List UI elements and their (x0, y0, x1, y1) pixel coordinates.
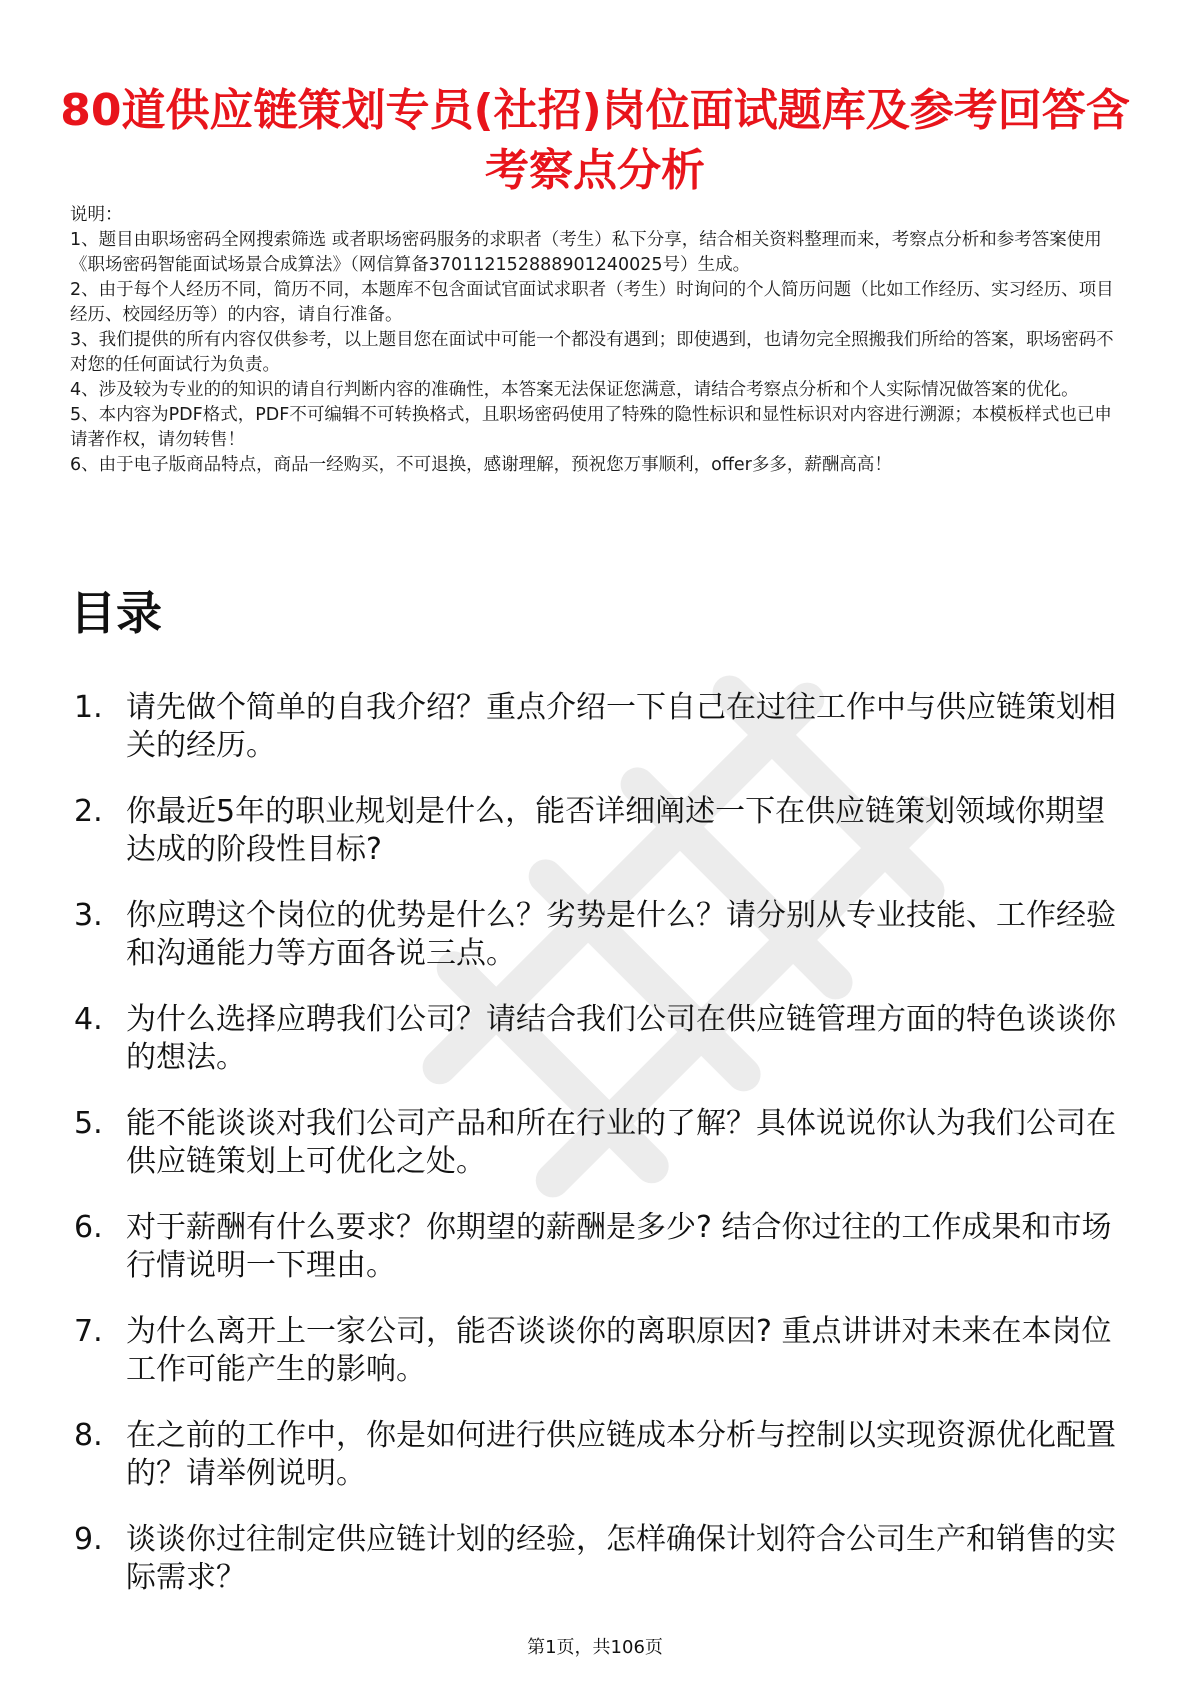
notes-heading: 说明： (70, 205, 123, 225)
question-item[interactable] (70, 1417, 1130, 1493)
note-item: 6、由于电子版商品特点，商品一经购买，不可退换，感谢理解，预祝您万事顺利，offer多多，薪酬高高！ (70, 455, 892, 475)
question-list (70, 689, 1130, 1625)
question-item[interactable] (70, 793, 1130, 869)
question-item[interactable] (70, 1105, 1130, 1181)
toc-heading: 目录 (70, 586, 162, 640)
question-text: 谈谈你过往制定供应链计划的经验，怎样确保计划符合公司生产和销售的实际需求？ (126, 1522, 1116, 1595)
notes-section (70, 203, 1120, 478)
question-text: 为什么选择应聘我们公司？请结合我们公司在供应链管理方面的特色谈谈你的想法。 (126, 1002, 1116, 1075)
page-footer: 第1页，共106页 (527, 1637, 663, 1658)
note-item: 5、本内容为PDF格式，PDF不可编辑不可转换格式，且职场密码使用了特殊的隐性标识和显性标识对内容进行溯源；本模板样式也已申请著作权，请勿转售！ (70, 405, 1112, 450)
question-number: 8. (74, 1418, 103, 1453)
question-item[interactable] (70, 1209, 1130, 1285)
question-item[interactable] (70, 1521, 1130, 1597)
question-number: 1. (74, 690, 103, 725)
question-number: 9. (74, 1522, 103, 1557)
question-text: 对于薪酬有什么要求？你期望的薪酬是多少? 结合你过往的工作成果和市场行情说明一下理由。 (126, 1210, 1112, 1283)
note-item: 1、题目由职场密码全网搜索筛选 或者职场密码服务的求职者（考生）私下分享，结合相关资料整理而来，考察点分析和参考答案使用《职场密码智能面试场景合成算法》（网信算备370112152888901240025号）生成。 (70, 230, 1102, 275)
question-text: 你最近5年的职业规划是什么，能否详细阐述一下在供应链策划领域你期望达成的阶段性目标? (126, 794, 1106, 867)
question-number: 5. (74, 1106, 103, 1141)
note-item: 4、涉及较为专业的的知识的请自行判断内容的准确性，本答案无法保证您满意，请结合考察点分析和个人实际情况做答案的优化。 (70, 380, 1079, 400)
document-title: 80道供应链策划专员(社招)岗位面试题库及参考回答含考察点分析 (60, 85, 1130, 197)
question-item[interactable] (70, 689, 1130, 765)
question-text: 在之前的工作中，你是如何进行供应链成本分析与控制以实现资源优化配置的？请举例说明。 (126, 1418, 1116, 1491)
question-text: 能不能谈谈对我们公司产品和所在行业的了解？具体说说你认为我们公司在供应链策划上可优化之处。 (126, 1106, 1116, 1179)
question-text: 为什么离开上一家公司，能否谈谈你的离职原因? 重点讲讲对未来在本岗位工作可能产生的影响。 (126, 1314, 1112, 1387)
question-text: 请先做个简单的自我介绍？重点介绍一下自己在过往工作中与供应链策划相关的经历。 (126, 690, 1116, 763)
question-number: 3. (74, 898, 103, 933)
question-text: 你应聘这个岗位的优势是什么？劣势是什么？请分别从专业技能、工作经验和沟通能力等方面各说三点。 (126, 898, 1116, 971)
question-number: 2. (74, 794, 103, 829)
question-number: 4. (74, 1002, 103, 1037)
question-item[interactable] (70, 897, 1130, 973)
question-number: 6. (74, 1210, 103, 1245)
question-item[interactable] (70, 1313, 1130, 1389)
note-item: 3、我们提供的所有内容仅供参考，以上题目您在面试中可能一个都没有遇到；即使遇到，也请勿完全照搬我们所给的答案，职场密码不对您的任何面试行为负责。 (70, 330, 1114, 375)
question-number: 7. (74, 1314, 103, 1349)
note-item: 2、由于每个人经历不同，简历不同，本题库不包含面试官面试求职者（考生）时询问的个人简历问题（比如工作经历、实习经历、项目经历、校园经历等）的内容，请自行准备。 (70, 280, 1114, 325)
question-item[interactable] (70, 1001, 1130, 1077)
